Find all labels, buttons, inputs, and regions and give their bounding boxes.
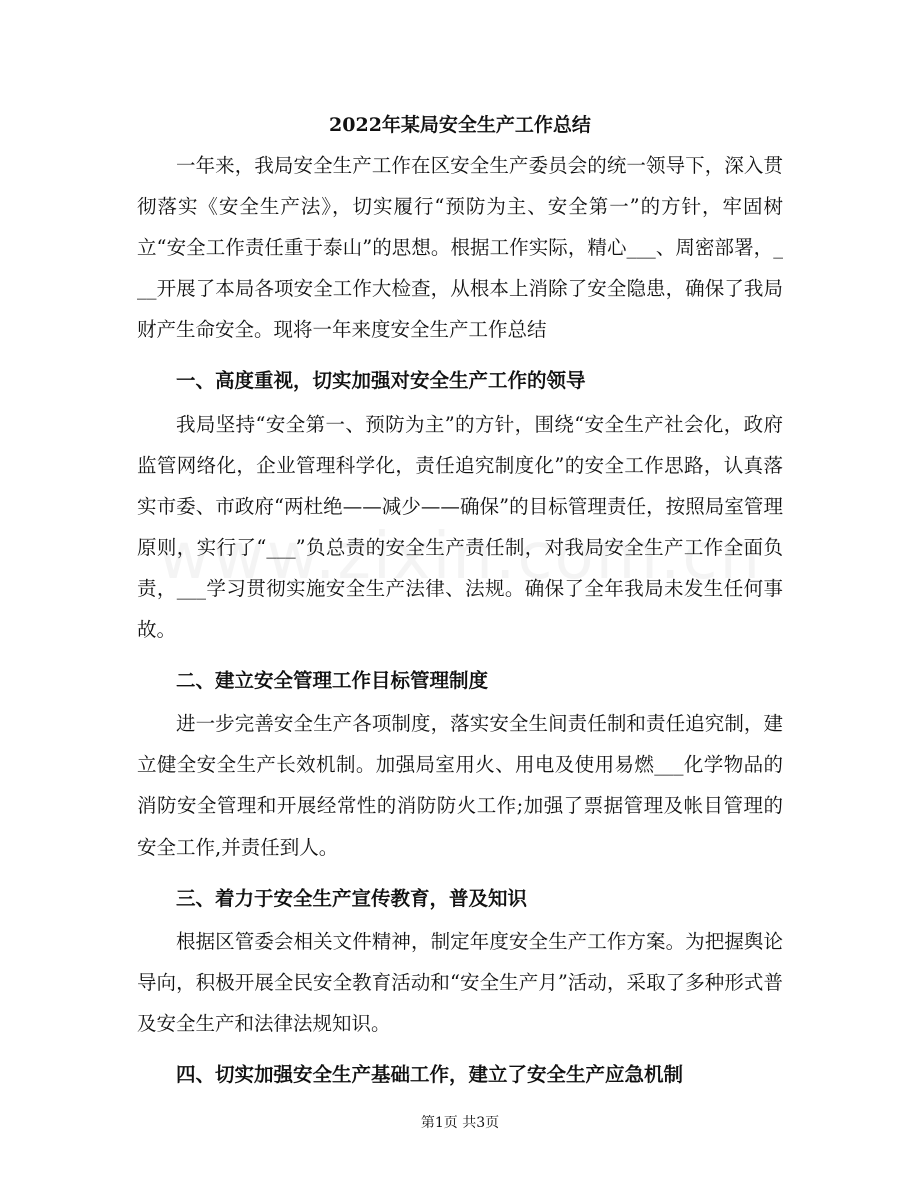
section-body-3: 根据区管委会相关文件精神，制定年度安全生产工作方案。为把握舆论导向，积极开展全民安全教育活动和“安全生产月”活动，采取了多种形式普及安全生产和法律法规知识。: [137, 929, 783, 1035]
section-heading-3: 三、着力于安全生产宣传教育，普及知识: [176, 886, 528, 910]
page-footer: 第1页 共3页: [420, 1115, 500, 1131]
section-body-1: 我局坚持“安全第一、预防为主”的方针，围绕“安全生产社会化，政府监管网络化，企业管理科学化，责任追究制度化”的安全工作思路，认真落实市委、市政府“两杜绝——减少——确保”的目标管理责任，按照局室管理原则，实行了“___”负总责的安全生产责任制，对我局安全生产工作全面负责，___学习贯彻实施安全生产法律、法规。确保了全年我局未发生任何事故。: [137, 412, 783, 642]
section-heading-2: 二、建立安全管理工作目标管理制度: [176, 669, 489, 693]
document-title: 2022年某局安全生产工作总结: [329, 114, 591, 136]
section-heading-1: 一、高度重视，切实加强对安全生产工作的领导: [176, 369, 586, 393]
section-heading-4: 四、切实加强安全生产基础工作，建立了安全生产应急机制: [176, 1062, 684, 1086]
intro-paragraph: 一年来，我局安全生产工作在区安全生产委员会的统一领导下，深入贯彻落实《安全生产法》，切实履行“预防为主、安全第一”的方针，牢固树立“安全工作责任重于泰山”的思想。根据工作实际，精心___、周密部署，___开展了本局各项安全工作大检查，从根本上消除了安全隐患，确保了我局财产生命安全。现将一年来度安全生产工作总结: [137, 154, 783, 342]
document-body: [137, 145, 783, 1097]
section-body-2: 进一步完善安全生产各项制度，落实安全生间责任制和责任追究制，建立健全安全生产长效机制。加强局室用火、用电及使用易燃___化学物品的消防安全管理和开展经常性的消防防火工作;加强了票据管理及帐目管理的安全工作,并责任到人。: [137, 712, 783, 859]
